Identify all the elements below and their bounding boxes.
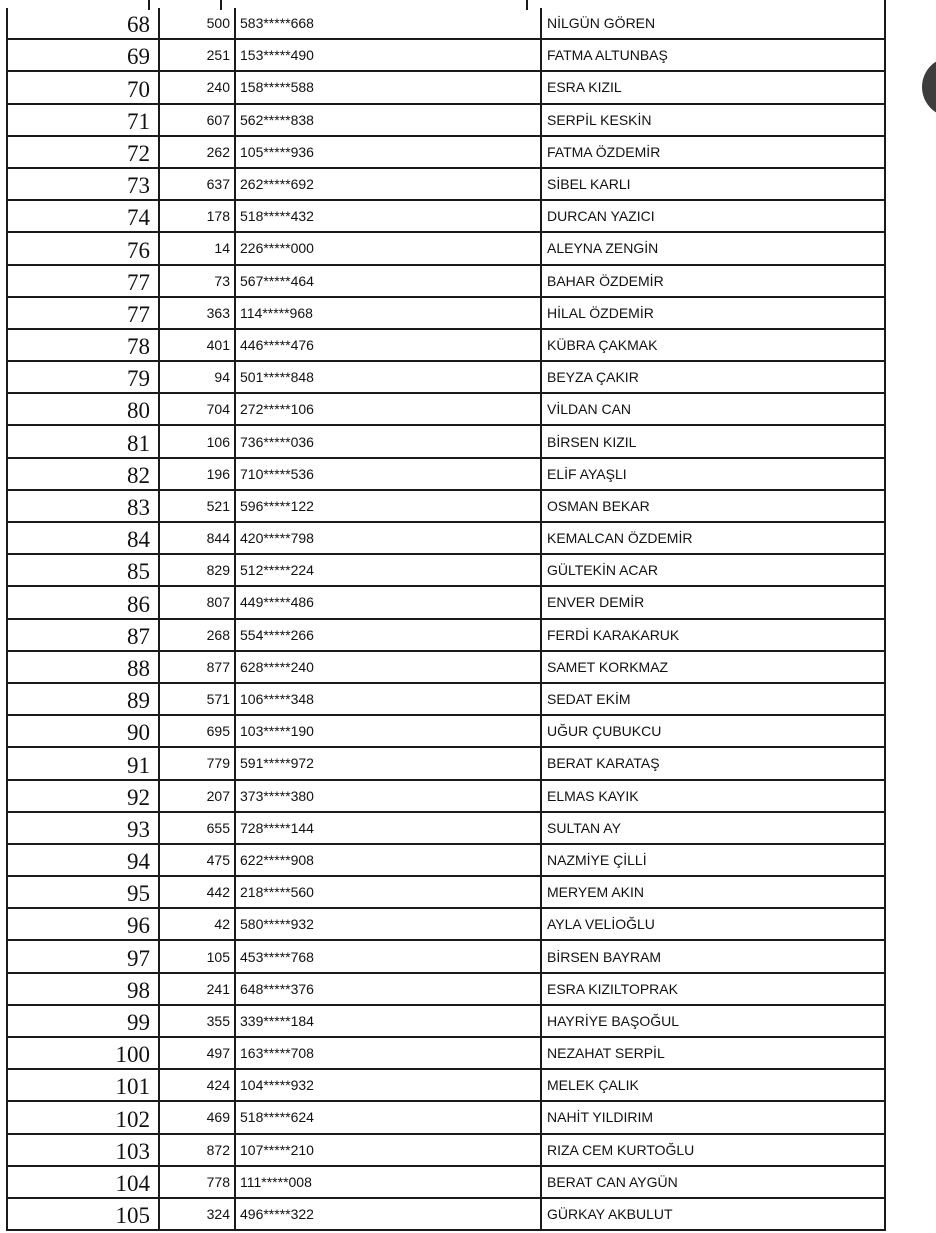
table-row [7,1198,885,1230]
row-code: 178 [159,200,235,232]
row-full-name: DURCAN YAZICI [541,200,885,232]
row-code: 442 [159,876,235,908]
row-full-name: BİRSEN BAYRAM [541,940,885,972]
row-masked-id: 567*****464 [235,265,541,297]
row-masked-id: 496*****322 [235,1198,541,1230]
table-row [7,522,885,554]
row-masked-id: 518*****624 [235,1101,541,1133]
table-row [7,1166,885,1198]
row-masked-id: 562*****838 [235,104,541,136]
row-number: 79 [7,361,159,393]
row-code: 324 [159,1198,235,1230]
row-full-name: ESRA KIZIL [541,71,885,103]
row-full-name: RIZA CEM KURTOĞLU [541,1134,885,1166]
row-full-name: ESRA KIZILTOPRAK [541,973,885,1005]
row-masked-id: 339*****184 [235,1005,541,1037]
row-number: 69 [7,39,159,71]
table-row [7,780,885,812]
row-number: 98 [7,973,159,1005]
row-masked-id: 596*****122 [235,490,541,522]
row-number: 70 [7,71,159,103]
row-code: 829 [159,554,235,586]
row-number: 100 [7,1037,159,1069]
row-number: 77 [7,265,159,297]
row-full-name: BAHAR ÖZDEMİR [541,265,885,297]
row-full-name: VİLDAN CAN [541,393,885,425]
table-row [7,39,885,71]
row-code: 363 [159,297,235,329]
row-number: 105 [7,1198,159,1230]
row-masked-id: 107*****210 [235,1134,541,1166]
table-row [7,651,885,683]
row-number: 91 [7,747,159,779]
row-full-name: HAYRİYE BAŞOĞUL [541,1005,885,1037]
row-masked-id: 114*****968 [235,297,541,329]
row-code: 695 [159,715,235,747]
row-full-name: BEYZA ÇAKIR [541,361,885,393]
row-number: 104 [7,1166,159,1198]
row-code: 424 [159,1069,235,1101]
row-code: 106 [159,425,235,457]
row-code: 500 [159,8,235,39]
table-row [7,876,885,908]
row-masked-id: 501*****848 [235,361,541,393]
row-code: 607 [159,104,235,136]
row-full-name: ELMAS KAYIK [541,780,885,812]
row-code: 778 [159,1166,235,1198]
row-full-name: SİBEL KARLI [541,168,885,200]
row-masked-id: 218*****560 [235,876,541,908]
row-code: 779 [159,747,235,779]
row-code: 877 [159,651,235,683]
row-number: 77 [7,297,159,329]
row-number: 73 [7,168,159,200]
row-number: 93 [7,812,159,844]
row-masked-id: 518*****432 [235,200,541,232]
row-number: 95 [7,876,159,908]
table-row [7,586,885,618]
row-number: 71 [7,104,159,136]
row-masked-id: 736*****036 [235,425,541,457]
row-masked-id: 158*****588 [235,71,541,103]
row-code: 872 [159,1134,235,1166]
row-code: 94 [159,361,235,393]
row-number: 68 [7,8,159,39]
row-code: 704 [159,393,235,425]
row-code: 497 [159,1037,235,1069]
table-row [7,1069,885,1101]
row-number: 103 [7,1134,159,1166]
row-full-name: SEDAT EKİM [541,683,885,715]
row-code: 401 [159,329,235,361]
row-full-name: FATMA ALTUNBAŞ [541,39,885,71]
row-number: 92 [7,780,159,812]
row-masked-id: 106*****348 [235,683,541,715]
row-number: 80 [7,393,159,425]
table-row [7,104,885,136]
row-code: 521 [159,490,235,522]
row-full-name: ELİF AYAŞLI [541,458,885,490]
row-full-name: NAHİT YILDIRIM [541,1101,885,1133]
row-code: 207 [159,780,235,812]
row-code: 355 [159,1005,235,1037]
row-full-name: AYLA VELİOĞLU [541,908,885,940]
row-code: 251 [159,39,235,71]
row-masked-id: 628*****240 [235,651,541,683]
table-row [7,1037,885,1069]
row-masked-id: 453*****768 [235,940,541,972]
row-number: 72 [7,136,159,168]
row-masked-id: 262*****692 [235,168,541,200]
row-full-name: BERAT CAN AYGÜN [541,1166,885,1198]
row-masked-id: 153*****490 [235,39,541,71]
row-number: 88 [7,651,159,683]
table-row [7,265,885,297]
row-full-name: NEZAHAT SERPİL [541,1037,885,1069]
row-masked-id: 710*****536 [235,458,541,490]
table-row [7,940,885,972]
row-masked-id: 163*****708 [235,1037,541,1069]
row-full-name: SAMET KORKMAZ [541,651,885,683]
row-number: 86 [7,586,159,618]
row-full-name: OSMAN BEKAR [541,490,885,522]
row-masked-id: 512*****224 [235,554,541,586]
table-row [7,361,885,393]
row-full-name: GÜLTEKİN ACAR [541,554,885,586]
row-code: 469 [159,1101,235,1133]
row-number: 94 [7,844,159,876]
row-number: 89 [7,683,159,715]
row-masked-id: 449*****486 [235,586,541,618]
row-full-name: HİLAL ÖZDEMİR [541,297,885,329]
row-code: 73 [159,265,235,297]
row-masked-id: 105*****936 [235,136,541,168]
row-full-name: SULTAN AY [541,812,885,844]
row-masked-id: 728*****144 [235,812,541,844]
row-masked-id: 554*****266 [235,619,541,651]
table-row [7,8,885,39]
table-row [7,812,885,844]
row-number: 101 [7,1069,159,1101]
row-number: 96 [7,908,159,940]
row-code: 42 [159,908,235,940]
table-row [7,844,885,876]
row-code: 268 [159,619,235,651]
table-row [7,393,885,425]
row-masked-id: 591*****972 [235,747,541,779]
table-row [7,1134,885,1166]
row-full-name: GÜRKAY AKBULUT [541,1198,885,1230]
row-masked-id: 104*****932 [235,1069,541,1101]
row-number: 90 [7,715,159,747]
row-number: 74 [7,200,159,232]
row-code: 844 [159,522,235,554]
row-full-name: UĞUR ÇUBUKCU [541,715,885,747]
table-row [7,168,885,200]
row-number: 78 [7,329,159,361]
table-body [7,8,885,1230]
row-masked-id: 103*****190 [235,715,541,747]
row-code: 571 [159,683,235,715]
table-row [7,71,885,103]
row-code: 241 [159,973,235,1005]
row-masked-id: 111*****008 [235,1166,541,1198]
table-row [7,329,885,361]
table-row [7,232,885,264]
table-row [7,715,885,747]
row-full-name: SERPİL KESKİN [541,104,885,136]
row-masked-id: 226*****000 [235,232,541,264]
floating-action-button[interactable] [922,57,936,117]
row-code: 637 [159,168,235,200]
row-full-name: FERDİ KARAKARUK [541,619,885,651]
row-masked-id: 622*****908 [235,844,541,876]
row-number: 85 [7,554,159,586]
table-row [7,908,885,940]
participant-list-table [6,8,886,1231]
row-number: 97 [7,940,159,972]
row-code: 807 [159,586,235,618]
row-number: 102 [7,1101,159,1133]
row-masked-id: 648*****376 [235,973,541,1005]
table-row [7,683,885,715]
table-row [7,425,885,457]
row-code: 240 [159,71,235,103]
table-row [7,747,885,779]
table-row [7,297,885,329]
row-full-name: MERYEM AKIN [541,876,885,908]
row-full-name: MELEK ÇALIK [541,1069,885,1101]
row-code: 262 [159,136,235,168]
row-full-name: ENVER DEMİR [541,586,885,618]
row-code: 655 [159,812,235,844]
row-full-name: NİLGÜN GÖREN [541,8,885,39]
row-full-name: KÜBRA ÇAKMAK [541,329,885,361]
table-row [7,554,885,586]
row-full-name: ALEYNA ZENGİN [541,232,885,264]
row-masked-id: 373*****380 [235,780,541,812]
row-number: 84 [7,522,159,554]
table-row [7,619,885,651]
row-masked-id: 420*****798 [235,522,541,554]
table-row [7,136,885,168]
row-full-name: KEMALCAN ÖZDEMİR [541,522,885,554]
table-row [7,458,885,490]
table-row [7,200,885,232]
row-number: 76 [7,232,159,264]
table-row [7,1005,885,1037]
row-code: 475 [159,844,235,876]
row-masked-id: 580*****932 [235,908,541,940]
table-row [7,1101,885,1133]
row-masked-id: 272*****106 [235,393,541,425]
row-masked-id: 446*****476 [235,329,541,361]
row-number: 83 [7,490,159,522]
row-number: 87 [7,619,159,651]
row-code: 196 [159,458,235,490]
table-row [7,490,885,522]
row-code: 14 [159,232,235,264]
row-full-name: NAZMİYE ÇİLLİ [541,844,885,876]
row-number: 81 [7,425,159,457]
row-full-name: BİRSEN KIZIL [541,425,885,457]
row-full-name: FATMA ÖZDEMİR [541,136,885,168]
row-number: 99 [7,1005,159,1037]
row-masked-id: 583*****668 [235,8,541,39]
row-number: 82 [7,458,159,490]
row-full-name: BERAT KARATAŞ [541,747,885,779]
table-row [7,973,885,1005]
row-code: 105 [159,940,235,972]
